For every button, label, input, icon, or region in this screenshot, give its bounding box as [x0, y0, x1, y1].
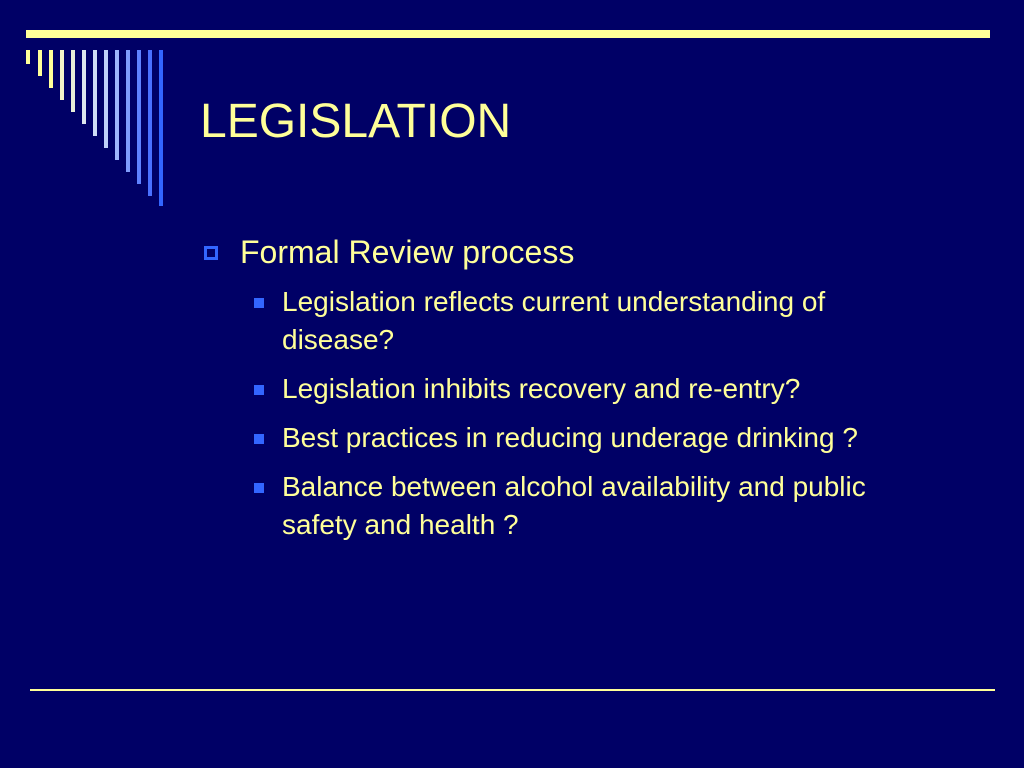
- stripe: [71, 50, 75, 112]
- stripe: [49, 50, 53, 88]
- sub-bullet-item: [200, 283, 942, 359]
- stripe: [115, 50, 119, 160]
- slide-title: LEGISLATION: [200, 95, 512, 148]
- bullet-item: [200, 231, 960, 273]
- filled-square-icon: [254, 298, 264, 308]
- stripe: [26, 50, 30, 64]
- filled-square-icon: [254, 483, 264, 493]
- sub-bullet-text: Legislation reflects current understanding of disease?: [282, 286, 826, 355]
- bottom-divider: [30, 689, 995, 691]
- hollow-square-icon: [204, 246, 218, 260]
- stripe: [104, 50, 108, 148]
- decorative-stripes: [0, 0, 180, 220]
- slide-content: [200, 231, 960, 555]
- sub-bullet-item: [200, 468, 942, 544]
- stripe: [82, 50, 86, 124]
- stripe: [38, 50, 42, 76]
- sub-bullet-item: [200, 419, 942, 457]
- sub-bullet-text: Best practices in reducing underage drinking ?: [282, 422, 858, 453]
- stripe: [60, 50, 64, 100]
- sub-bullet-list: [200, 283, 960, 544]
- bullet-text: Formal Review process: [240, 234, 575, 270]
- filled-square-icon: [254, 434, 264, 444]
- sub-bullet-item: [200, 370, 942, 408]
- stripe: [148, 50, 152, 196]
- stripe: [126, 50, 130, 172]
- stripe: [159, 50, 163, 206]
- stripe: [137, 50, 141, 184]
- sub-bullet-text: Balance between alcohol availability and public safety and health ?: [282, 471, 866, 540]
- sub-bullet-text: Legislation inhibits recovery and re-entry?: [282, 373, 801, 404]
- filled-square-icon: [254, 385, 264, 395]
- stripe: [93, 50, 97, 136]
